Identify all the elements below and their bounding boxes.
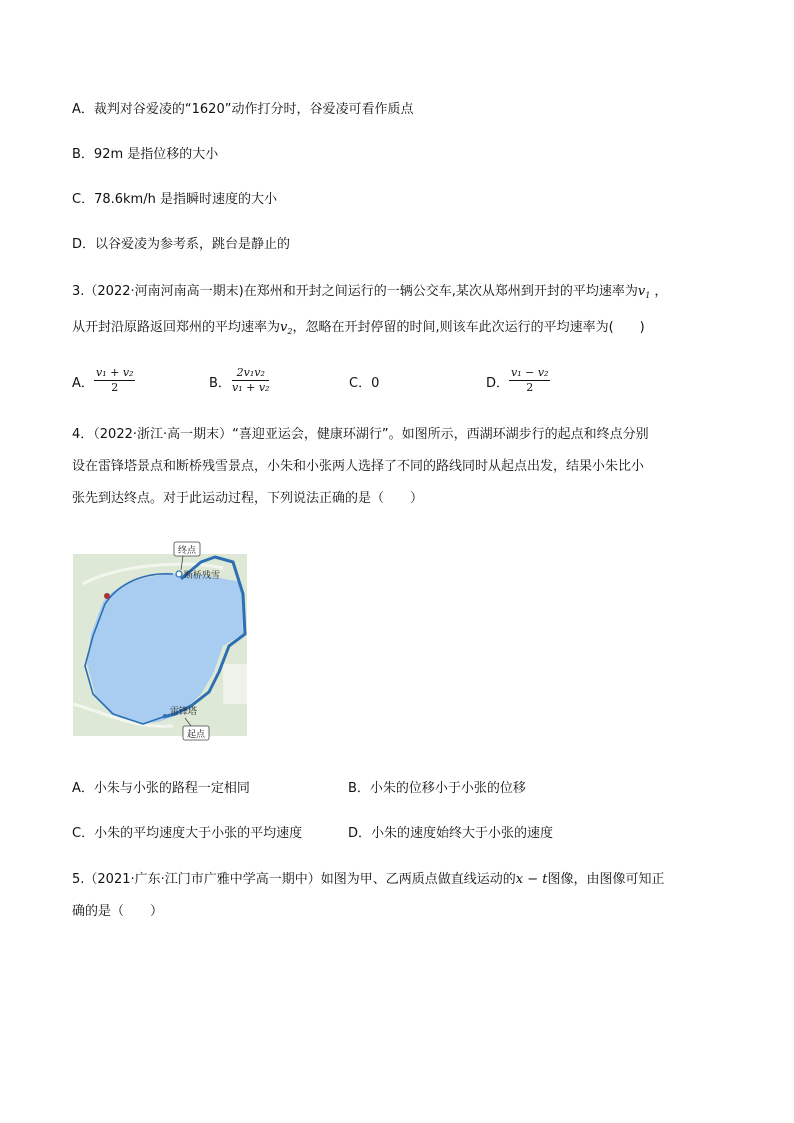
q4-stem-line3: 张先到达终点。对于此运动过程，下列说法正确的是（ ） xyxy=(72,491,424,506)
map-landmark-dot xyxy=(104,593,110,599)
q3-option-a-fraction xyxy=(94,366,135,395)
q3-option-a-denominator: 2 xyxy=(111,381,119,394)
end-place-name: 断桥残雪 xyxy=(184,571,221,581)
var-v2: $v_2$ xyxy=(280,320,293,336)
q3-stem-text-2b: ，忽略在开封停留的时间,则该车此次运行的平均速率为( ) xyxy=(292,320,645,335)
q3-option-d-numerator: v₁ − v₂ xyxy=(511,366,549,379)
q2-option-b: B．92m 是指位移的大小 xyxy=(72,147,219,162)
q2-option-d: D．以谷爱凌为参考系，跳台是静止的 xyxy=(72,237,291,252)
q3-stem-line2 xyxy=(72,319,645,341)
q3-option-a-numerator: v₁ + v₂ xyxy=(96,366,134,379)
q3-stem-text-1: 3.（2022·河南河南高一期末)在郑州和开封之间运行的一辆公交车,某次从郑州到开封的平均速率为 xyxy=(72,284,638,299)
start-callout-label: 起点 xyxy=(186,730,206,740)
var-v1: $v_1$ xyxy=(637,284,651,300)
map-urban-block xyxy=(223,664,247,704)
q4-option-b: B．小朱的位移小于小张的位移 xyxy=(348,781,526,796)
end-callout-label: 终点 xyxy=(177,546,197,556)
q3-stem-text-2a: 从开封沿原路返回郑州的平均速率为 xyxy=(72,320,281,335)
q5-var-xt: x − t xyxy=(515,872,548,887)
end-point-marker xyxy=(176,571,182,577)
q5-stem-text-1a: 5.（2021·广东·江门市广雅中学高一期中）如图为甲、乙两质点做直线运动的 xyxy=(72,872,516,887)
q4-option-a: A．小朱与小张的路程一定相同 xyxy=(72,781,250,796)
start-point-marker xyxy=(163,714,167,718)
start-place-name: 雷锋塔 xyxy=(170,707,198,717)
q2-option-c: C．78.6km/h 是指瞬时速度的大小 xyxy=(72,192,277,207)
q5-stem-text-1b: 图像，由图像可知正 xyxy=(547,872,665,887)
west-lake-route-map xyxy=(73,546,247,740)
q3-option-a-prefix: A． xyxy=(72,376,94,391)
q3-option-b-denominator: v₁ + v₂ xyxy=(232,381,270,394)
q4-option-c: C．小朱的平均速度大于小张的平均速度 xyxy=(72,826,303,841)
q3-option-b-prefix: B． xyxy=(209,376,231,391)
q4-stem-line1: 4．（2022·浙江·高一期末）“喜迎亚运会，健康环湖行”。如图所示，西湖环湖步行的起点和终点分别 xyxy=(72,427,649,442)
q3-option-c: C．0 xyxy=(349,376,380,391)
q4-stem-line2: 设在雷锋塔景点和断桥残雪景点，小朱和小张两人选择了不同的路线同时从起点出发，结果小朱比小 xyxy=(72,459,645,474)
q3-option-d-prefix: D． xyxy=(486,376,510,391)
q5-stem-line2: 确的是（ ） xyxy=(72,904,164,919)
q3-option-b-numerator: 2v₁v₂ xyxy=(232,366,269,381)
q3-option-d-denominator: 2 xyxy=(526,381,534,394)
q5-stem-line1 xyxy=(72,871,665,889)
q4-option-d: D．小朱的速度始终大于小张的速度 xyxy=(348,826,554,841)
q3-option-b-fraction xyxy=(232,366,269,395)
q2-option-a: A．裁判对谷爱凌的“1620”动作打分时，谷爱凌可看作质点 xyxy=(72,102,414,117)
q3-stem-line1: 3.（2022·河南河南高一期末)在郑州和开封之间运行的一辆公交车,某次从郑州到开封的平均速率为$v_1$ ， xyxy=(72,284,668,300)
q3-option-d-fraction xyxy=(509,366,550,395)
